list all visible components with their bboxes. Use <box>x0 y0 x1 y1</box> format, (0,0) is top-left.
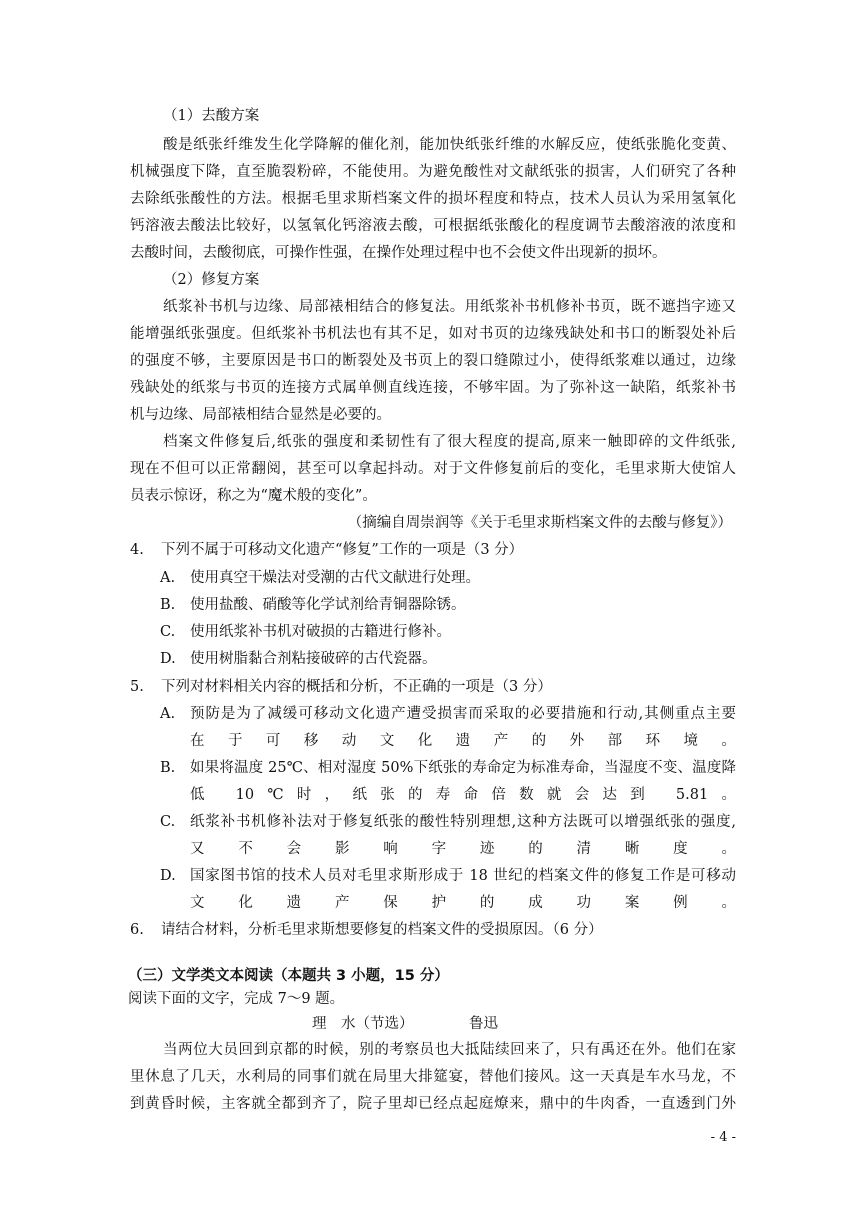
option-text: 使用真空干燥法对受潮的古代文献进行处理。 <box>190 570 480 586</box>
para3-line: 档案文件修复后,纸张的强度和柔韧性有了很大程度的提高,原来一触即碎的文件纸张, <box>163 434 736 450</box>
option-letter: B. <box>160 597 176 613</box>
subheading-deacid: （1）去酸方案 <box>163 108 260 124</box>
option-letter: C. <box>160 624 176 640</box>
para1-line: 酸是纸张纤维发生化学降解的催化剂，能加快纸张纤维的水解反应，使纸张脆化变黄、 <box>163 137 736 153</box>
para2-line: 残缺处的纸浆与书页的连接方式属单侧直线连接，不够牢固。为了弥补这一缺陷，纸浆补书 <box>130 380 736 396</box>
para1-line: 去酸时间，去酸彻底，可操作性强，在操作处理过程中也不会使文件出现新的损坏。 <box>130 245 667 261</box>
para1-line: 去除纸张酸性的方法。根据毛里求斯档案文件的损坏程度和特点，技术人员认为采用氢氧化 <box>130 191 736 207</box>
source-citation: （摘编自周崇润等《关于毛里求斯档案文件的去酸与修复》） <box>347 515 732 531</box>
q5-option-d-letter: D. <box>160 868 176 884</box>
q4-option-c <box>160 622 451 642</box>
story-line: 到黄昏时候，主客就全都到齐了，院子里却已经点起庭燎来，鼎中的牛肉香，一直透到门外 <box>130 1096 736 1112</box>
option-text: 使用树脂黏合剂粘接破碎的古代瓷器。 <box>190 651 437 667</box>
q5-option-a-line: 在于可移动文化遗产的外部环境。 <box>190 733 736 749</box>
question-number: 6. <box>130 922 144 938</box>
para2-line: 纸浆补书机与边缘、局部裱相结合的修复法。用纸浆补书机修补书页，既不遮挡字迹又 <box>163 299 736 315</box>
reading-instruction: 阅读下面的文字，完成 7～9 题。 <box>128 991 345 1007</box>
option-text: 使用盐酸、硝酸等化学试剂给青铜器除锈。 <box>190 597 466 613</box>
question-4 <box>130 540 523 560</box>
subheading-repair: （2）修复方案 <box>163 272 260 288</box>
q5-option-d-line: 文化遗产保护的成功案例。 <box>190 895 736 911</box>
page-number: - 4 - <box>710 1130 736 1145</box>
para3-line: 现在不但可以正常翻阅，甚至可以拿起抖动。对于文件修复前后的变化，毛里求斯大使馆人 <box>130 461 736 477</box>
q5-option-b-letter: B. <box>160 760 176 776</box>
story-author: 鲁迅 <box>469 1016 498 1032</box>
option-text: 使用纸浆补书机对破损的古籍进行修补。 <box>190 624 451 640</box>
q4-option-d <box>160 649 437 669</box>
para1-line: 机械强度下降，直至脆裂粉碎，不能使用。为避免酸性对文献纸张的损害，人们研究了各种 <box>130 164 736 180</box>
section-heading: （三）文学类文本阅读（本题共 3 小题，15 分） <box>128 968 449 984</box>
question-text: 请结合材料，分析毛里求斯想要修复的档案文件的受损原因。（6 分） <box>161 922 603 938</box>
story-line: 当两位大员回到京都的时候，别的考察员也大抵陆续回来了，只有禹还在外。他们在家 <box>163 1042 736 1058</box>
q5-option-d-line: 国家图书馆的技术人员对毛里求斯形成于 18 世纪的档案文件的修复工作是可移动 <box>190 868 736 884</box>
option-letter: D. <box>160 651 176 667</box>
q5-option-a-letter: A. <box>160 706 176 722</box>
q5-option-c-letter: C. <box>160 814 176 830</box>
question-text: 下列不属于可移动文化遗产“修复”工作的一项是（3 分） <box>161 542 524 558</box>
question-text: 下列对材料相关内容的概括和分析，不正确的一项是（3 分） <box>161 679 552 695</box>
question-6 <box>130 920 603 940</box>
q5-option-a-line: 预防是为了减缓可移动文化遗产遭受损害而采取的必要措施和行动,其侧重点主要 <box>190 706 736 722</box>
para1-line: 钙溶液去酸法比较好，以氢氧化钙溶液去酸，可根据纸张酸化的程度调节去酸溶液的浓度和 <box>130 218 736 234</box>
para2-line: 能增强纸张强度。但纸浆补书机法也有其不足，如对书页的边缘残缺处和书口的断裂处补后 <box>130 326 736 342</box>
q5-option-c-line: 又不会影响字迹的清晰度。 <box>190 841 736 857</box>
question-number: 4. <box>130 542 144 558</box>
option-letter: A. <box>160 570 176 586</box>
q5-option-b-line: 如果将温度 25℃、相对湿度 50%下纸张的寿命定为标准寿命，当湿度不变、温度降 <box>190 760 736 776</box>
question-number: 5. <box>130 679 144 695</box>
q5-option-c-line: 纸浆补书机修补法对于修复纸张的酸性特别理想,这种方法既可以增强纸张的强度, <box>190 814 736 830</box>
para3-line: 员表示惊讶，称之为“魔术般的变化”。 <box>130 488 377 504</box>
story-line: 里休息了几天，水利局的同事们就在局里大排筵宴，替他们接风。这一天真是车水马龙，不 <box>130 1069 736 1085</box>
q5-option-b-line: 低 10℃时，纸张的寿命倍数就会达到 5.81。 <box>190 787 736 803</box>
para2-line: 的强度不够，主要原因是书口的断裂处及书页上的裂口缝隙过小，使得纸浆难以通过，边缘 <box>130 353 736 369</box>
para2-line: 机与边缘、局部裱相结合显然是必要的。 <box>130 407 391 423</box>
q4-option-b <box>160 595 466 615</box>
story-title: 理 水（节选） <box>312 1016 414 1032</box>
q4-option-a <box>160 568 480 588</box>
question-5 <box>130 677 552 697</box>
